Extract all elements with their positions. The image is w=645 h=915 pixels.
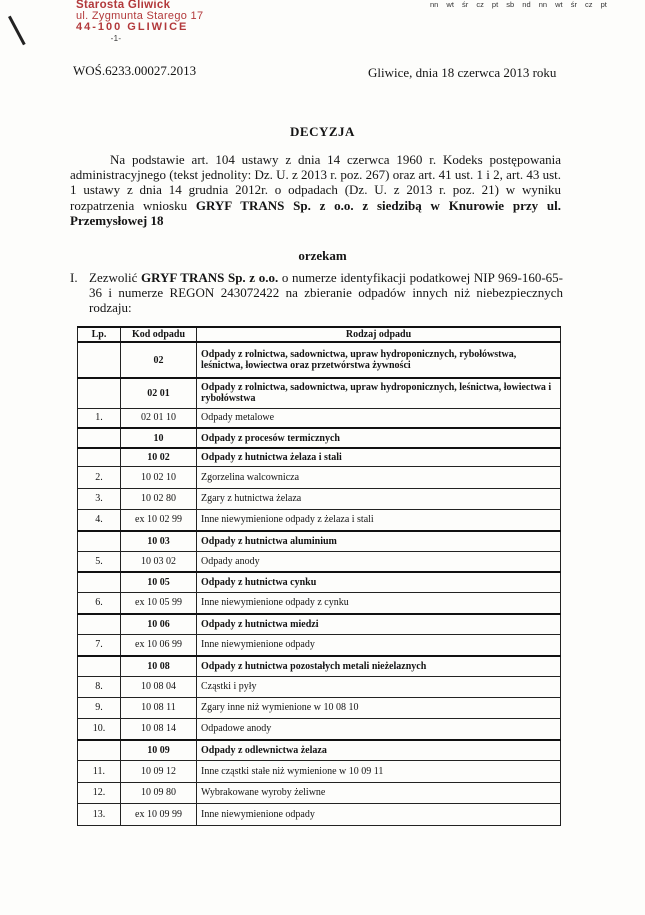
legal-basis xyxy=(70,152,561,228)
table-row xyxy=(78,378,561,408)
row-rodzaj: Zgary inne niż wymienione w 10 08 10 xyxy=(197,697,561,718)
waste-table xyxy=(77,326,561,826)
row-kod: 10 09 xyxy=(121,740,197,760)
stamp-line-1: Starosta Gliwick xyxy=(76,0,171,11)
point-company: GRYF TRANS Sp. z o.o. xyxy=(141,270,279,285)
row-lp: 10. xyxy=(78,718,121,740)
row-rodzaj: Inne niewymienione odpady z cynku xyxy=(197,592,561,614)
table-row xyxy=(78,531,561,551)
row-lp: 2. xyxy=(78,466,121,488)
row-rodzaj: Odpady z hutnictwa pozostałych metali nieżelaznych xyxy=(197,656,561,676)
table-row xyxy=(78,488,561,509)
row-kod: 10 02 10 xyxy=(121,466,197,488)
table-row xyxy=(78,509,561,531)
row-rodzaj: Odpady z hutnictwa cynku xyxy=(197,572,561,592)
row-rodzaj: Cząstki i pyły xyxy=(197,676,561,697)
row-rodzaj: Odpady z hutnictwa miedzi xyxy=(197,614,561,634)
row-kod: 10 09 12 xyxy=(121,760,197,782)
row-kod: 02 xyxy=(121,342,197,378)
row-rodzaj: Zgary z hutnictwa żelaza xyxy=(197,488,561,509)
table-row xyxy=(78,614,561,634)
table-row xyxy=(78,551,561,572)
row-kod: ex 10 06 99 xyxy=(121,634,197,656)
table-row xyxy=(78,697,561,718)
row-kod: 10 03 xyxy=(121,531,197,551)
point-text xyxy=(89,270,563,316)
row-rodzaj: Inne niewymienione odpady z żelaza i stali xyxy=(197,509,561,531)
table-row xyxy=(78,634,561,656)
office-stamp xyxy=(76,0,203,44)
stamp-line-3: 44-100 GLIWICE xyxy=(76,21,189,33)
waste-table-body xyxy=(78,342,561,825)
row-lp: 3. xyxy=(78,488,121,509)
table-row xyxy=(78,760,561,782)
row-lp xyxy=(78,531,121,551)
row-rodzaj: Inne cząstki stałe niż wymienione w 10 09 11 xyxy=(197,760,561,782)
row-kod: 10 05 xyxy=(121,572,197,592)
reference-number: WOŚ.6233.00027.2013 xyxy=(73,63,197,78)
table-row xyxy=(78,656,561,676)
row-lp: 5. xyxy=(78,551,121,572)
row-rodzaj: Odpady z procesów termicznych xyxy=(197,428,561,448)
row-kod: 10 08 xyxy=(121,656,197,676)
row-rodzaj: Odpady metalowe xyxy=(197,408,561,428)
header-lp: Lp. xyxy=(78,327,121,342)
row-rodzaj: Zgorzelina walcownicza xyxy=(197,466,561,488)
table-row xyxy=(78,428,561,448)
row-kod: 10 03 02 xyxy=(121,551,197,572)
ruling-heading: orzekam xyxy=(298,248,347,263)
stamp-line-2: ul. Zygmunta Starego 17 xyxy=(76,10,204,22)
row-rodzaj: Odpady z hutnictwa aluminium xyxy=(197,531,561,551)
place-date: Gliwice, dnia 18 czerwca 2013 roku xyxy=(368,65,557,80)
row-lp xyxy=(78,656,121,676)
row-lp: 13. xyxy=(78,803,121,825)
row-lp: 12. xyxy=(78,782,121,803)
row-kod: 02 01 xyxy=(121,378,197,408)
row-rodzaj: Odpady z hutnictwa żelaza i stali xyxy=(197,448,561,466)
header-rodzaj: Rodzaj odpadu xyxy=(197,327,561,342)
table-row xyxy=(78,676,561,697)
point-pre: Zezwolić xyxy=(89,270,141,285)
table-row xyxy=(78,408,561,428)
row-lp: 11. xyxy=(78,760,121,782)
row-lp xyxy=(78,572,121,592)
row-kod: 02 01 10 xyxy=(121,408,197,428)
row-lp: 1. xyxy=(78,408,121,428)
row-lp: 8. xyxy=(78,676,121,697)
row-kod: 10 02 xyxy=(121,448,197,466)
row-rodzaj: Wybrakowane wyroby żeliwne xyxy=(197,782,561,803)
applicant-name: GRYF TRANS Sp. z o.o. z siedzibą w Knurowie przy ul. Przemysłowej 18 xyxy=(70,197,561,228)
row-rodzaj: Odpady anody xyxy=(197,551,561,572)
row-rodzaj: Inne niewymienione odpady xyxy=(197,634,561,656)
row-kod: 10 08 11 xyxy=(121,697,197,718)
header-kod: Kod odpadu xyxy=(121,327,197,342)
row-kod: 10 08 14 xyxy=(121,718,197,740)
row-lp: 6. xyxy=(78,592,121,614)
table-row xyxy=(78,782,561,803)
row-lp xyxy=(78,428,121,448)
row-lp xyxy=(78,342,121,378)
table-row xyxy=(78,448,561,466)
row-kod: 10 06 xyxy=(121,614,197,634)
legal-basis-text: Na podstawie art. 104 ustawy z dnia 14 czerwca 1960 r. Kodeks postępowania administracyjnego (tekst jednolity: Dz. U. z 2013 r. poz. 267) oraz art. 41 ust. 1 i 2, art. 43 ust. 1 ustawy z dnia 14 grudnia 2012r. o odpadach (Dz. U. z 2013 r. poz. 21) w wyniku rozpatrzenia wniosku xyxy=(70,152,562,213)
pen-mark xyxy=(8,16,26,46)
row-lp xyxy=(78,614,121,634)
row-kod: 10 xyxy=(121,428,197,448)
row-kod: ex 10 02 99 xyxy=(121,509,197,531)
row-lp xyxy=(78,740,121,760)
page-number: -1- xyxy=(110,34,122,43)
table-row xyxy=(78,466,561,488)
row-kod: ex 10 05 99 xyxy=(121,592,197,614)
row-kod: 10 02 80 xyxy=(121,488,197,509)
table-row xyxy=(78,572,561,592)
table-row xyxy=(78,740,561,760)
table-row xyxy=(78,803,561,825)
row-lp xyxy=(78,448,121,466)
row-kod: 10 09 80 xyxy=(121,782,197,803)
row-lp: 7. xyxy=(78,634,121,656)
calendar-strip: nn wt śr cz pt sb nd nn wt śr cz pt xyxy=(430,0,607,9)
row-rodzaj: Odpady z rolnictwa, sadownictwa, upraw hydroponicznych, leśnictwa, łowiectwa i rybołówstwa xyxy=(197,378,561,408)
point-post: o numerze identyfikacji podatkowej NIP 969-160-65-36 i numerze REGON 243072422 na zbieranie odpadów innych niż niebezpiecznych rodzaju: xyxy=(89,270,563,316)
table-row xyxy=(78,718,561,740)
point-number: I. xyxy=(70,270,78,285)
table-row xyxy=(78,592,561,614)
row-lp: 4. xyxy=(78,509,121,531)
row-rodzaj: Odpady z rolnictwa, sadownictwa, upraw hydroponicznych, rybołówstwa, leśnictwa, łowiectwa oraz przetwórstwa żywności xyxy=(197,342,561,378)
row-kod: 10 08 04 xyxy=(121,676,197,697)
row-rodzaj: Odpadowe anody xyxy=(197,718,561,740)
row-lp xyxy=(78,378,121,408)
row-lp: 9. xyxy=(78,697,121,718)
document-title: DECYZJA xyxy=(290,124,355,139)
row-rodzaj: Odpady z odlewnictwa żelaza xyxy=(197,740,561,760)
row-kod: ex 10 09 99 xyxy=(121,803,197,825)
row-rodzaj: Inne niewymienione odpady xyxy=(197,803,561,825)
table-row xyxy=(78,342,561,378)
